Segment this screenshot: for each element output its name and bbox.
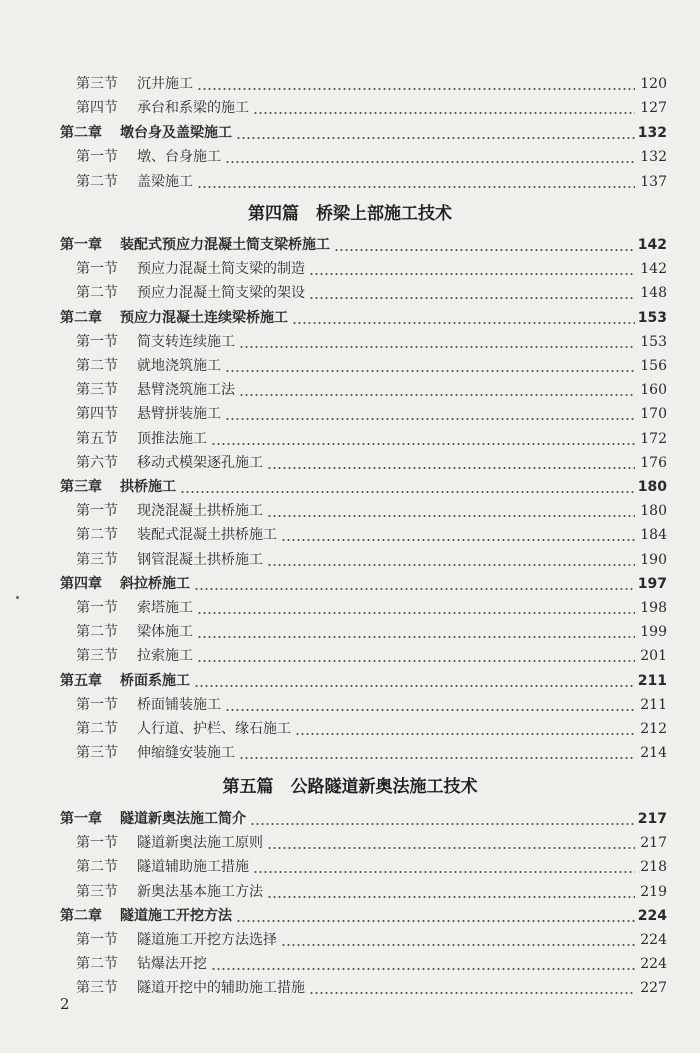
toc-entry-number: 第二节 [76,527,118,544]
toc-section-row [76,331,667,353]
toc-entry-title: 人行道、护栏、缘石施工 [137,721,291,737]
toc-entry-title: 移动式模架逐孔施工 [137,454,263,471]
toc-entry-number: 第二节 [76,173,118,190]
toc-entry-title: 伸缩缝安装施工 [137,745,235,762]
toc-entry-number: 第一节 [76,503,118,520]
toc-entry-page: 224 [637,907,667,924]
toc-entry-page: 153 [640,333,667,350]
toc-entry-number: 第三节 [76,551,118,568]
toc-entry-title: 隧道施工开挖方法选择 [137,932,277,948]
toc-entry-title: 装配式预应力混凝土简支梁桥施工 [120,237,330,253]
toc-chapter-row [60,122,667,144]
toc-chapter-row [60,307,667,329]
toc-entry-title: 承台和系梁的施工 [137,100,249,117]
toc-entry-title: 装配式混凝土拱桥施工 [137,527,277,544]
toc-section-row [76,694,667,716]
toc-entry-title: 悬臂浇筑施工法 [137,382,235,399]
page-number: 2 [60,995,70,1013]
toc-section-row [76,97,667,119]
toc-entry-number: 第二节 [76,285,118,302]
toc-leader-dots [253,856,635,878]
toc-leader-dots [197,645,635,667]
toc-leader-dots [225,146,635,168]
toc-entry-title: 隧道开挖中的辅助施工措施 [137,980,305,997]
toc-leader-dots [295,718,635,740]
toc-entry-title: 新奥法基本施工方法 [137,883,263,900]
toc-entry-page: 212 [640,721,667,737]
toc-entry-number: 第二节 [76,358,118,374]
toc-section-row [76,171,667,193]
toc-section-row [76,929,667,951]
toc-entry-number: 第二节 [76,956,118,973]
toc-entry-title: 隧道辅助施工措施 [137,859,249,876]
toc-entry-number: 第一节 [76,835,118,852]
toc-entry-page: 201 [640,648,667,665]
toc-entry-page: 172 [640,430,667,447]
toc-leader-dots [225,694,635,716]
toc-entry-number: 第二节 [76,624,118,641]
toc-entry-page: 211 [637,672,667,689]
toc-entry-number: 第二章 [60,309,102,326]
toc-entry-number: 第三节 [76,76,118,92]
toc-leader-dots [211,953,635,975]
part-5-title: 第五篇 公路隧道新奥法施工技术 [222,777,478,797]
toc-entry-title: 盖梁施工 [137,173,193,190]
toc-entry-number: 第一节 [76,696,118,713]
toc-section-row [76,881,667,903]
toc-leader-dots [236,122,635,144]
toc-entry-number: 第三节 [76,648,118,665]
toc-entry-page: 170 [640,406,667,423]
toc-section-row [76,403,667,425]
toc-entry-page: 224 [640,932,667,948]
toc-chapter-row [60,905,667,927]
toc-entry-number: 第一节 [76,333,118,350]
toc-leader-dots [225,355,635,377]
toc-entry-page: 224 [640,956,667,973]
toc-entry-title: 拉索施工 [137,648,193,665]
toc-entry-number: 第一节 [76,932,118,948]
toc-leader-dots [309,282,635,304]
part-4-title: 第四篇 桥梁上部施工技术 [248,204,452,224]
toc-entry-number: 第三章 [60,479,102,495]
toc-section-row [76,73,667,95]
toc-section-row [76,146,667,168]
toc-entry-number: 第一节 [76,261,118,278]
toc-section-row [76,718,667,740]
toc-entry-title: 钻爆法开挖 [137,956,207,973]
toc-entry-page: 227 [640,980,667,997]
toc-leader-dots [281,929,635,951]
toc-section-row [76,597,667,619]
toc-entry-number: 第二章 [60,907,102,924]
toc-entry-page: 156 [640,358,667,374]
toc-leader-dots [309,977,635,999]
toc-entry-title: 桥面系施工 [120,672,190,689]
toc-chapter-row [60,234,667,256]
toc-entry-page: 211 [640,696,667,713]
toc-leader-dots [267,832,635,854]
toc-entry-page: 198 [640,600,667,616]
toc-section-row [76,282,667,304]
toc-entry-title: 悬臂拼装施工 [137,406,221,423]
toc-entry-number: 第二节 [76,859,118,876]
toc-section-row [76,379,667,401]
toc-section-row [76,856,667,878]
toc-leader-dots [236,905,635,927]
toc-entry-page: 180 [637,479,667,495]
toc-entry-title: 现浇混凝土拱桥施工 [137,503,263,520]
toc-entry-number: 第六节 [76,454,118,471]
toc-entry-number: 第四章 [60,575,102,592]
toc-entry-page: 142 [640,261,667,278]
toc-leader-dots [281,524,635,546]
toc-leader-dots [267,881,635,903]
toc-entry-page: 176 [640,454,667,471]
toc-entry-number: 第二章 [60,124,102,141]
toc-entry-page: 132 [640,149,667,166]
toc-entry-title: 钢管混凝土拱桥施工 [137,551,263,568]
toc-chapter-row [60,670,667,692]
toc-leader-dots [334,234,635,256]
toc-leader-dots [194,670,635,692]
toc-entry-number: 第五节 [76,430,118,447]
toc-leader-dots [309,258,635,280]
toc-chapter-row [60,808,667,830]
toc-section-row [76,645,667,667]
toc-entry-title: 简支转连续施工 [137,333,235,350]
toc-entry-title: 就地浇筑施工 [137,358,221,374]
toc-entry-number: 第三节 [76,382,118,399]
toc-section-row [76,621,667,643]
toc-leader-dots [197,73,635,95]
toc-leader-dots [225,403,635,425]
toc-entry-page: 217 [637,811,667,827]
toc-entry-number: 第一章 [60,811,102,827]
toc-leader-dots [239,331,635,353]
toc-leader-dots [267,500,635,522]
toc-section-row [76,355,667,377]
toc-entry-page: 199 [640,624,667,641]
toc-entry-page: 214 [640,745,667,762]
toc-entry-page: 127 [640,100,667,117]
toc-entry-title: 隧道施工开挖方法 [120,907,232,924]
toc-entry-title: 预应力混凝土简支梁的制造 [137,261,305,278]
toc-entry-title: 预应力混凝土简支梁的架设 [137,285,305,302]
toc-entry-page: 148 [640,285,667,302]
toc-entry-number: 第二节 [76,721,118,737]
toc-section-row [76,524,667,546]
toc-entry-number: 第四节 [76,100,118,117]
print-speck [16,596,19,599]
toc-entry-page: 219 [640,883,667,900]
toc-entry-page: 180 [640,503,667,520]
toc-entry-page: 184 [640,527,667,544]
toc-entry-title: 预应力混凝土连续梁桥施工 [120,309,288,326]
toc-leader-dots [239,379,635,401]
toc-entry-page: 160 [640,382,667,399]
toc-chapter-row [60,476,667,498]
toc-leader-dots [211,428,635,450]
toc-section-row [76,549,667,571]
toc-leader-dots [180,476,635,498]
toc-entry-number: 第五章 [60,672,102,689]
toc-leader-dots [292,307,635,329]
toc-leader-dots [197,597,635,619]
toc-leader-dots [194,573,635,595]
toc-section-row [76,428,667,450]
toc-entry-title: 沉井施工 [137,76,193,92]
toc-leader-dots [250,808,635,830]
toc-entry-number: 第三节 [76,745,118,762]
toc-section-row [76,452,667,474]
toc-leader-dots [197,171,635,193]
toc-entry-page: 218 [640,859,667,876]
toc-entry-title: 斜拉桥施工 [120,575,190,592]
toc-entry-page: 137 [640,173,667,190]
toc-entry-page: 197 [637,575,667,592]
toc-entry-number: 第四节 [76,406,118,423]
toc-entry-title: 索塔施工 [137,600,193,616]
toc-entry-number: 第一节 [76,149,118,166]
toc-entry-title: 顶推法施工 [137,430,207,447]
toc-section-row [76,258,667,280]
toc-entry-number: 第一节 [76,600,118,616]
toc-entry-page: 120 [640,76,667,92]
toc-section-row [76,742,667,764]
toc-entry-page: 153 [637,309,667,326]
toc-leader-dots [267,549,635,571]
toc-entry-number: 第三节 [76,883,118,900]
toc-entry-title: 墩、台身施工 [137,149,221,166]
toc-leader-dots [239,742,635,764]
toc-leader-dots [267,452,635,474]
toc-section-row [76,977,667,999]
toc-entry-page: 190 [640,551,667,568]
toc-section-row [76,953,667,975]
toc-entry-title: 隧道新奥法施工简介 [120,811,246,827]
toc-section-row [76,500,667,522]
toc-entry-number: 第一章 [60,237,102,253]
toc-leader-dots [253,97,635,119]
toc-entry-title: 桥面铺装施工 [137,696,221,713]
toc-entry-title: 拱桥施工 [120,479,176,495]
toc-entry-page: 132 [637,124,667,141]
toc-chapter-row [60,573,667,595]
toc-entry-page: 217 [640,835,667,852]
toc-leader-dots [197,621,635,643]
toc-entry-title: 梁体施工 [137,624,193,641]
toc-entry-title: 墩台身及盖梁施工 [120,124,232,141]
toc-entry-number: 第三节 [76,980,118,997]
toc-entry-title: 隧道新奥法施工原则 [137,835,263,852]
toc-entry-page: 142 [637,237,667,253]
toc-section-row [76,832,667,854]
